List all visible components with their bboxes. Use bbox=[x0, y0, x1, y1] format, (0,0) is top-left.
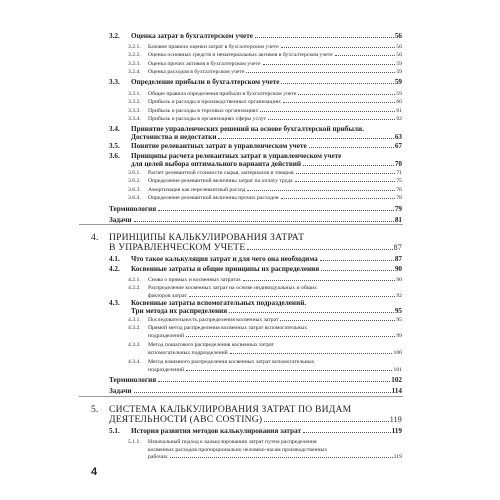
toc-page-number: 119 bbox=[391, 427, 402, 435]
dot-leader bbox=[335, 55, 396, 56]
dot-leader bbox=[309, 147, 394, 148]
dot-leader bbox=[158, 210, 394, 211]
dot-leader bbox=[246, 72, 395, 73]
page-number: 4 bbox=[91, 466, 98, 478]
toc-entry-title: Прибыль и расходы в организациях сферы услуг bbox=[148, 116, 267, 122]
toc-entry[interactable] bbox=[148, 170, 402, 176]
toc-page-number: 95 bbox=[396, 317, 402, 323]
toc-entry-number: 4.3.4. bbox=[128, 359, 141, 365]
toc-entry-title: для целей выбора оптимального варианта действий bbox=[131, 160, 301, 168]
dot-leader bbox=[134, 221, 394, 222]
toc-entry-title-line: Метод взаимного распределения косвенных затрат вспомогательных bbox=[148, 359, 315, 365]
toc-entry-title-line: косвенных расходов пропорционально человеко-часам производственных bbox=[148, 446, 328, 453]
toc-entry[interactable] bbox=[148, 195, 402, 201]
toc-page-number: 62 bbox=[396, 116, 402, 122]
dot-leader bbox=[268, 119, 395, 120]
section-divider bbox=[79, 224, 403, 225]
toc-page-number: 81 bbox=[394, 216, 402, 224]
toc-entry-number: 4. bbox=[91, 232, 99, 243]
toc-entry-number: 4.3.1. bbox=[128, 317, 141, 323]
toc-entry-title-line: Распределение косвенных затрат на основе индивидуальных и общих bbox=[148, 285, 318, 291]
toc-entry[interactable] bbox=[131, 256, 402, 264]
toc-entry[interactable] bbox=[148, 69, 402, 75]
toc-entry-title: Определение релевантной величины затрат на оплату труда bbox=[148, 178, 293, 184]
toc-page-number: 63 bbox=[394, 133, 402, 141]
toc-entry-number: 3.3.2. bbox=[128, 99, 141, 105]
toc-entry[interactable] bbox=[131, 33, 402, 41]
toc-entry[interactable] bbox=[148, 44, 402, 50]
toc-entry[interactable] bbox=[148, 293, 402, 299]
toc-entry-title: Прибыль и расходы в производственных организациях bbox=[148, 99, 281, 105]
toc-entry-number: 3.3.1. bbox=[128, 91, 141, 97]
toc-entry-title: Терминология bbox=[109, 205, 157, 213]
dot-leader bbox=[281, 198, 396, 199]
dot-leader bbox=[134, 392, 391, 393]
toc-entry[interactable] bbox=[131, 308, 402, 316]
toc-entry-number: 4.3. bbox=[109, 299, 120, 307]
toc-entry-title: Расчет релевантной стоимости сырья, материалов и товаров bbox=[148, 170, 294, 176]
toc-entry-number: 5.1. bbox=[109, 427, 120, 435]
toc-page-number: 67 bbox=[394, 142, 402, 150]
toc-entry-title: Задачи bbox=[109, 387, 132, 395]
toc-page-number: 56 bbox=[394, 32, 402, 40]
toc-entry-number: 4.2.1. bbox=[128, 277, 141, 283]
dot-leader bbox=[229, 312, 394, 313]
toc-page-number: 56 bbox=[396, 52, 402, 58]
dot-leader bbox=[280, 320, 395, 321]
dot-leader bbox=[260, 111, 395, 112]
toc-page-number: 59 bbox=[396, 61, 402, 67]
toc-entry-title-line: Изначальный подход к калькулированию затрат путем распределения bbox=[148, 439, 317, 445]
toc-entry[interactable] bbox=[109, 388, 402, 396]
toc-entry-title: Амортизация как нерелевантный расход bbox=[148, 187, 246, 193]
dot-leader bbox=[298, 94, 395, 95]
toc-page-number: 71 bbox=[396, 170, 402, 176]
toc-entry-title: Понятие релевантных затрат в управленческом учете bbox=[131, 142, 307, 150]
toc-page-number: 59 bbox=[394, 78, 402, 86]
toc-entry-title: Определение прибыли в бухгалтерском учете bbox=[131, 78, 280, 86]
toc-entry-title: ДЕЯТЕЛЬНОСТИ (ABC COSTING) bbox=[109, 414, 263, 425]
toc-entry[interactable] bbox=[131, 79, 402, 87]
toc-entry-number: 3.5. bbox=[109, 142, 120, 150]
toc-entry-number: 3.6.2. bbox=[128, 178, 141, 184]
toc-entry-number: 3.2.1. bbox=[128, 44, 141, 50]
dot-leader bbox=[230, 353, 393, 354]
toc-page-number: 87 bbox=[393, 243, 402, 252]
toc-entry-title: Последовательность распределения косвенных затрат bbox=[148, 317, 279, 323]
toc-entry-number: 3.2.3. bbox=[128, 61, 141, 67]
dot-leader bbox=[296, 173, 396, 174]
toc-entry[interactable] bbox=[131, 134, 402, 142]
toc-page-number: 87 bbox=[394, 255, 402, 263]
toc-entry-title: Общие правила определения прибыли в бухгалтерском учете bbox=[148, 91, 297, 97]
dot-leader bbox=[320, 260, 394, 261]
toc-page-number: 70 bbox=[394, 160, 402, 168]
toc-entry-number: 3.3.4. bbox=[128, 116, 141, 122]
toc-entry-title-line: Принципы расчета релевантных затрат в управленческом учете bbox=[131, 152, 342, 160]
toc-page-number: 95 bbox=[394, 307, 402, 315]
dot-leader bbox=[247, 190, 395, 191]
toc-entry-title-line: Косвенные затраты вспомогательных подразделений. bbox=[131, 299, 307, 307]
dot-leader bbox=[158, 381, 390, 382]
toc-page-number: 92 bbox=[396, 292, 402, 299]
toc-entry[interactable] bbox=[109, 243, 402, 254]
toc-entry-title-line: Принятие управленческих решений на основе бухгалтерской прибыли. bbox=[131, 125, 364, 133]
toc-page-number: 90 bbox=[396, 277, 402, 283]
toc-entry[interactable] bbox=[148, 350, 402, 356]
dot-leader bbox=[295, 181, 396, 182]
toc-page-number: 59 bbox=[396, 91, 402, 97]
toc-entry[interactable] bbox=[148, 61, 402, 67]
toc-page-number: 119 bbox=[389, 415, 402, 424]
toc-entry-number: 3.2. bbox=[109, 32, 120, 40]
toc-page-number: 56 bbox=[396, 44, 402, 50]
dot-leader bbox=[303, 432, 391, 433]
toc-entry-number: 3.6.3. bbox=[128, 187, 141, 193]
toc-entry-title: рабочих bbox=[148, 454, 168, 461]
dot-leader bbox=[281, 47, 396, 48]
toc-entry-title-line: ПРИНЦИПЫ КАЛЬКУЛИРОВАНИЯ ЗАТРАТ bbox=[109, 232, 305, 243]
toc-entry-number: 4.3.2. bbox=[128, 325, 141, 331]
toc-page-number: 114 bbox=[391, 387, 402, 395]
toc-entry-title: История развития методов калькулирования затрат bbox=[131, 427, 301, 435]
dot-leader bbox=[243, 280, 395, 281]
toc-entry-title: Что такое калькуляция затрат и для чего она необходима bbox=[131, 255, 318, 263]
toc-entry-title: подразделений bbox=[148, 332, 185, 339]
toc-entry-title-line: Метод пошагового распределения косвенных затрат bbox=[148, 342, 275, 348]
dot-leader bbox=[186, 370, 392, 371]
toc-entry-title: Достоинства и недостатки bbox=[131, 133, 217, 141]
dot-leader bbox=[218, 138, 393, 139]
toc-entry-title: факторов затрат bbox=[148, 292, 187, 299]
toc-entry[interactable] bbox=[148, 317, 402, 323]
toc-entry-number: 3.6. bbox=[109, 152, 120, 160]
toc-page-number: 78 bbox=[396, 195, 402, 201]
toc-entry-title-line: Прямой метод распределения косвенных затрат вспомогательных bbox=[148, 325, 308, 331]
toc-page-number: 100 bbox=[393, 349, 402, 356]
toc-entry[interactable] bbox=[148, 91, 402, 97]
toc-page-number: 119 bbox=[393, 454, 402, 461]
toc-page-number: 75 bbox=[396, 178, 402, 184]
dot-leader bbox=[170, 457, 393, 458]
dot-leader bbox=[247, 249, 392, 250]
toc-entry-title: Оценка расходов в бухгалтерском учете bbox=[148, 69, 245, 75]
toc-entry-title: Оценка затрат в бухгалтерском учете bbox=[131, 32, 253, 40]
toc-entry[interactable] bbox=[148, 277, 402, 283]
toc-entry[interactable] bbox=[148, 116, 402, 122]
toc-entry-number: 3.2.2. bbox=[128, 52, 141, 58]
toc-page-number: 79 bbox=[394, 205, 402, 213]
toc-entry-title: Оценка основных средств и нематериальных активов в бухгалтерском учете bbox=[148, 52, 333, 58]
toc-entry[interactable] bbox=[131, 161, 402, 169]
toc-entry-number: 3.6.1. bbox=[128, 170, 141, 176]
toc-entry[interactable] bbox=[148, 187, 402, 193]
toc-entry-number: 3.3.3. bbox=[128, 108, 141, 114]
dot-leader bbox=[264, 421, 388, 422]
toc-entry[interactable] bbox=[148, 367, 402, 373]
dot-leader bbox=[186, 336, 395, 337]
dot-leader bbox=[303, 165, 394, 166]
toc-entry[interactable] bbox=[131, 266, 402, 274]
toc-page-number: 61 bbox=[396, 108, 402, 114]
toc-page-number: 76 bbox=[396, 187, 402, 193]
toc-entry-title: Определение релевантной величины прочих расходов bbox=[148, 195, 279, 201]
toc-entry-number: 3.6.4. bbox=[128, 195, 141, 201]
toc-entry-title: вспомогательных подразделений bbox=[148, 349, 228, 356]
toc-page-number: 90 bbox=[394, 265, 402, 273]
toc-entry[interactable] bbox=[148, 333, 402, 339]
toc-entry-number: 4.2.2. bbox=[128, 285, 141, 291]
toc-entry-title: Прибыль и расходы в торговых организациях bbox=[148, 108, 259, 114]
toc-page-number: 59 bbox=[396, 69, 402, 75]
toc-entry-title: Задачи bbox=[109, 216, 132, 224]
toc-entry-title: подразделений bbox=[148, 366, 185, 373]
toc-entry-number: 3.3. bbox=[109, 78, 120, 86]
toc-entry-number: 4.3.3. bbox=[128, 342, 141, 348]
toc-entry-number: 4.2. bbox=[109, 265, 120, 273]
toc-entry-title: В УПРАВЛЕНЧЕСКОМ УЧЕТЕ bbox=[109, 242, 246, 253]
toc-entry-title: Снова о прямых и косвенных затратах bbox=[148, 277, 241, 283]
toc-entry-title: Оценка прочих активов в бухгалтерском учете bbox=[148, 61, 261, 67]
toc-entry[interactable] bbox=[131, 143, 402, 151]
dot-leader bbox=[321, 270, 394, 271]
toc-entry[interactable] bbox=[148, 108, 402, 114]
toc-entry[interactable] bbox=[109, 206, 402, 214]
toc-entry[interactable] bbox=[109, 377, 402, 385]
dot-leader bbox=[263, 64, 396, 65]
toc-entry[interactable] bbox=[131, 428, 402, 436]
dot-leader bbox=[255, 37, 394, 38]
toc-entry-title: Базовое правило оценки затрат в бухгалтерском учете bbox=[148, 44, 279, 50]
toc-page-number: 101 bbox=[393, 366, 402, 373]
toc-page-number: 99 bbox=[396, 332, 402, 339]
toc-entry[interactable] bbox=[148, 99, 402, 105]
toc-entry-title: Терминология bbox=[109, 376, 157, 384]
toc-page-number: 102 bbox=[391, 376, 402, 384]
toc-entry-number: 4.1. bbox=[109, 255, 120, 263]
toc-entry-title: Три метода их распределения bbox=[131, 307, 228, 315]
toc-entry-title: Косвенные затраты и общие принципы их распределения bbox=[131, 265, 320, 273]
toc-entry[interactable] bbox=[148, 178, 402, 184]
toc-page-number: 60 bbox=[396, 99, 402, 105]
toc-entry-number: 5. bbox=[91, 404, 99, 415]
toc-entry-title-line: СИСТЕМА КАЛЬКУЛИРОВАНИЯ ЗАТРАТ ПО ВИДАМ bbox=[109, 404, 352, 415]
toc-entry[interactable] bbox=[148, 52, 402, 58]
toc-entry[interactable] bbox=[148, 454, 402, 460]
toc-entry-number: 3.4. bbox=[109, 125, 120, 133]
toc-entry-number: 5.1.1. bbox=[128, 439, 141, 445]
toc-entry-number: 3.2.4. bbox=[128, 69, 141, 75]
dot-leader bbox=[189, 296, 395, 297]
dot-leader bbox=[283, 102, 395, 103]
section-divider bbox=[79, 396, 403, 397]
dot-leader bbox=[281, 83, 393, 84]
toc-entry[interactable] bbox=[109, 415, 402, 426]
